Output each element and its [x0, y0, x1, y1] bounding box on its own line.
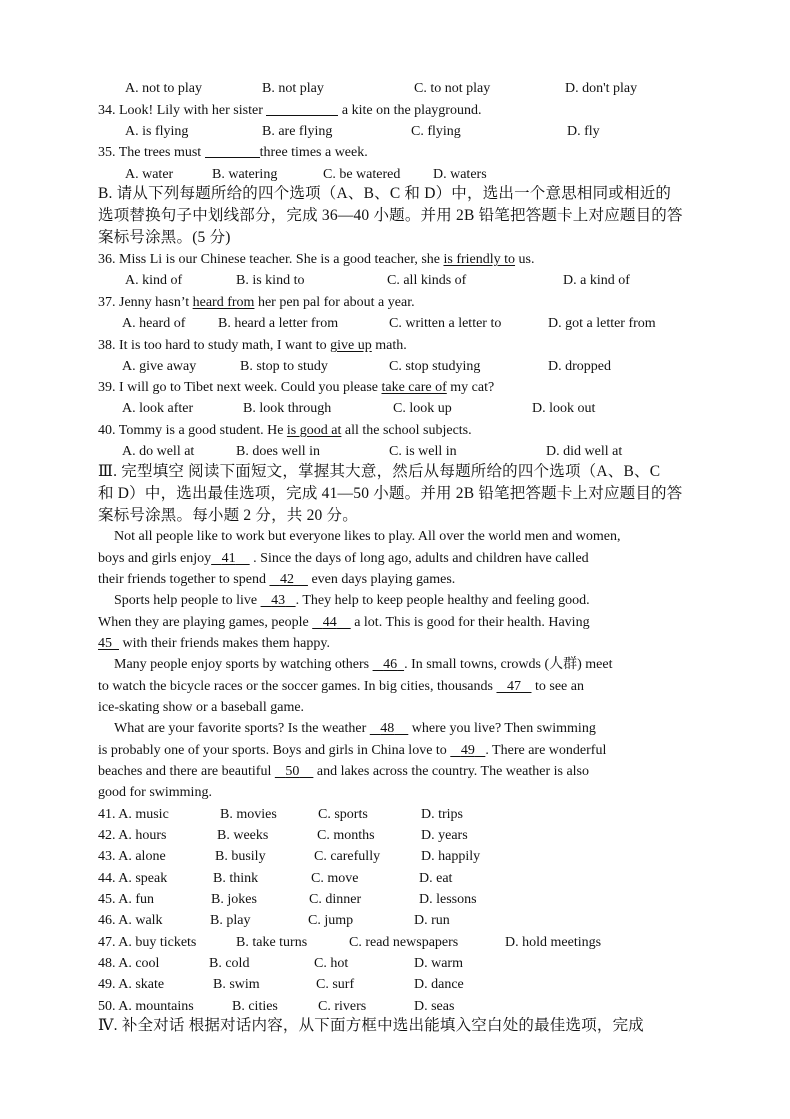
- option-a: A. look after: [122, 401, 194, 416]
- option-a: 47. A. buy tickets: [98, 935, 197, 950]
- option-c: C. be watered: [323, 167, 401, 182]
- underlined-phrase: take care of: [381, 380, 447, 395]
- option-c: C. surf: [316, 977, 355, 992]
- option-b: B. busily: [215, 849, 266, 864]
- passage-text: . They help to keep people healthy and feeling good.: [295, 593, 590, 608]
- option-c: C. jump: [308, 913, 354, 928]
- stem-text: 36. Miss Li is our Chinese teacher. She is a good teacher, she: [98, 252, 440, 267]
- passage-text: Sports help people to live: [114, 593, 258, 608]
- stem-text: 37. Jenny hasn’t: [98, 295, 190, 310]
- stem-text: her pen pal for about a year.: [257, 295, 415, 310]
- option-c: C. hot: [314, 956, 349, 971]
- q39-stem-line: [98, 378, 494, 398]
- blank-number: 47: [506, 679, 521, 694]
- stem-text: a kite on the playground.: [341, 103, 482, 118]
- option-b: B. swim: [213, 977, 260, 992]
- answer-blank: [205, 143, 260, 158]
- blank-number: 41: [221, 551, 236, 566]
- passage-text: to watch the bicycle races or the soccer games. In big cities, thousands: [98, 679, 493, 694]
- q35-stem-line: [98, 143, 368, 163]
- passage-line: ice-skating show or a baseball game.: [98, 700, 305, 715]
- passage-text: . In small towns, crowds (人群) meet: [404, 657, 613, 672]
- stem-text: three times a week.: [259, 145, 368, 160]
- blank-number: 49: [460, 743, 475, 758]
- option-c: C. all kinds of: [387, 273, 467, 288]
- passage-text: where you live? Then swimming: [411, 721, 596, 736]
- option-c: C. rivers: [318, 999, 367, 1014]
- blank-43: [261, 593, 296, 608]
- passage-line: [98, 613, 590, 633]
- option-d: D. a kind of: [563, 273, 630, 288]
- passage-text: When they are playing games, people: [98, 615, 309, 630]
- passage-line: [98, 549, 589, 569]
- stem-text: 40. Tommy is a good student. He: [98, 423, 284, 438]
- option-c: C. sports: [318, 807, 368, 822]
- option-d: D. hold meetings: [505, 935, 602, 950]
- section-b-heading: B. 请从下列每题所给的四个选项（A、B、C 和 D）中，选出一个意思相同或相近的: [98, 185, 672, 202]
- passage-text: with their friends makes them happy.: [122, 636, 330, 651]
- option-d: D. dance: [414, 977, 464, 992]
- option-a: A. heard of: [122, 316, 186, 331]
- q34-stem-line: [98, 101, 481, 121]
- passage-text: Many people enjoy sports by watching others: [114, 657, 370, 672]
- option-b: B. are flying: [262, 124, 333, 139]
- option-c: C. look up: [393, 401, 452, 416]
- section-iv-heading: Ⅳ. 补全对话 根据对话内容，从下面方框中选出能填入空白处的最佳选项，完成: [98, 1017, 645, 1034]
- passage-text: What are your favorite sports? Is the weather: [114, 721, 367, 736]
- option-a: A. water: [125, 167, 174, 182]
- option-b: B. movies: [220, 807, 277, 822]
- option-d: D. got a letter from: [548, 316, 656, 331]
- passage-line: [114, 655, 612, 675]
- option-c: C. stop studying: [389, 359, 481, 374]
- option-a: A. kind of: [125, 273, 183, 288]
- passage-text: . Since the days of long ago, adults and children have called: [253, 551, 589, 566]
- option-d: D. years: [421, 828, 468, 843]
- passage-line: [98, 762, 589, 782]
- blank-number: 43: [271, 593, 286, 608]
- option-b: B. jokes: [211, 892, 257, 907]
- section-iii-heading: Ⅲ. 完型填空 阅读下面短文，掌握其大意，然后从每题所给的四个选项（A、B、C: [98, 463, 661, 480]
- option-c: C. carefully: [314, 849, 381, 864]
- option-a: 46. A. walk: [98, 913, 163, 928]
- passage-text: beaches and there are beautiful: [98, 764, 272, 779]
- option-b: B. does well in: [236, 444, 320, 459]
- option-d: D. lessons: [419, 892, 477, 907]
- option-a: 43. A. alone: [98, 849, 166, 864]
- answer-blank: [266, 101, 338, 116]
- passage-line: Not all people like to work but everyone likes to play. All over the world men and women,: [114, 529, 621, 544]
- blank-42: [269, 572, 308, 587]
- option-b: B. cities: [232, 999, 278, 1014]
- underlined-phrase: heard from: [192, 295, 255, 310]
- option-c: C. written a letter to: [389, 316, 502, 331]
- q36-stem-line: [98, 250, 534, 270]
- option-b: B. take turns: [236, 935, 308, 950]
- blank-number: 48: [380, 721, 395, 736]
- stem-text: all the school subjects.: [344, 423, 472, 438]
- blank-41: [211, 551, 250, 566]
- option-d: D. trips: [421, 807, 463, 822]
- option-c: C. flying: [411, 124, 461, 139]
- option-a: 48. A. cool: [98, 956, 160, 971]
- option-a: A. is flying: [125, 124, 189, 139]
- option-b: B. watering: [212, 167, 278, 182]
- section-iii-heading: 案标号涂黑。每小题 2 分，共 20 分。: [98, 507, 358, 524]
- option-b: B. think: [213, 871, 259, 886]
- option-d: D. did well at: [546, 444, 623, 459]
- option-c: C. read newspapers: [349, 935, 459, 950]
- blank-number: 45: [98, 636, 112, 651]
- passage-line: [98, 677, 584, 697]
- blank-number: 50: [285, 764, 300, 779]
- option-b: B. play: [210, 913, 251, 928]
- option-d: D. look out: [532, 401, 596, 416]
- passage-line: [114, 591, 590, 611]
- option-a: A. not to play: [125, 81, 202, 96]
- option-b: B. cold: [209, 956, 250, 971]
- passage-line: [98, 634, 330, 654]
- option-c: C. dinner: [309, 892, 362, 907]
- q38-stem-line: [98, 336, 407, 356]
- option-c: C. is well in: [389, 444, 457, 459]
- passage-text: to see an: [534, 679, 584, 694]
- option-d: D. warm: [414, 956, 463, 971]
- passage-text: even days playing games.: [311, 572, 456, 587]
- passage-text: is probably one of your sports. Boys and girls in China love to: [98, 743, 447, 758]
- option-d: D. happily: [421, 849, 481, 864]
- passage-line: [98, 570, 455, 590]
- option-b: B. look through: [243, 401, 332, 416]
- option-d: D. fly: [567, 124, 600, 139]
- option-a: 49. A. skate: [98, 977, 165, 992]
- stem-text: 35. The trees must: [98, 145, 202, 160]
- passage-text: their friends together to spend: [98, 572, 266, 587]
- stem-text: my cat?: [450, 380, 495, 395]
- option-d: D. dropped: [548, 359, 611, 374]
- option-c: C. months: [317, 828, 375, 843]
- underlined-phrase: is good at: [286, 423, 342, 438]
- blank-48: [370, 721, 409, 736]
- blank-number: 42: [279, 572, 294, 587]
- q37-stem-line: [98, 293, 415, 313]
- option-a: 42. A. hours: [98, 828, 167, 843]
- option-b: B. not play: [262, 81, 324, 96]
- stem-text: math.: [375, 338, 407, 353]
- section-iii-heading: 和 D）中，选出最佳选项，完成 41—50 小题。并用 2B 铅笔把答题卡上对应题目的答: [98, 485, 683, 502]
- option-d: D. run: [414, 913, 450, 928]
- option-b: B. heard a letter from: [218, 316, 339, 331]
- blank-45: [98, 636, 119, 651]
- stem-text: 38. It is too hard to study math, I want to: [98, 338, 327, 353]
- option-b: B. weeks: [217, 828, 269, 843]
- stem-text: 34. Look! Lily with her sister: [98, 103, 263, 118]
- passage-line: [98, 741, 606, 761]
- blank-49: [450, 743, 485, 758]
- passage-text: . There are wonderful: [485, 743, 607, 758]
- option-c: C. to not play: [414, 81, 491, 96]
- q40-stem-line: [98, 421, 472, 441]
- blank-44: [312, 615, 351, 630]
- option-a: 44. A. speak: [98, 871, 168, 886]
- underlined-phrase: give up: [330, 338, 372, 353]
- stem-text: 39. I will go to Tibet next week. Could you please: [98, 380, 378, 395]
- option-d: D. eat: [419, 871, 453, 886]
- option-a: 50. A. mountains: [98, 999, 194, 1014]
- option-d: D. seas: [414, 999, 455, 1014]
- blank-number: 46: [383, 657, 398, 672]
- option-b: B. stop to study: [240, 359, 328, 374]
- passage-text: and lakes across the country. The weather is also: [316, 764, 589, 779]
- option-d: D. waters: [433, 167, 487, 182]
- blank-47: [496, 679, 531, 694]
- option-a: 41. A. music: [98, 807, 169, 822]
- option-a: 45. A. fun: [98, 892, 154, 907]
- section-b-heading: 选项替换句子中划线部分，完成 36—40 小题。并用 2B 铅笔把答题卡上对应题目的答: [98, 207, 683, 224]
- passage-line: good for swimming.: [98, 785, 212, 800]
- underlined-phrase: is friendly to: [443, 252, 516, 267]
- option-b: B. is kind to: [236, 273, 305, 288]
- passage-line: [114, 719, 596, 739]
- passage-text: boys and girls enjoy: [98, 551, 212, 566]
- blank-46: [373, 657, 405, 672]
- option-c: C. move: [311, 871, 359, 886]
- blank-50: [275, 764, 314, 779]
- option-a: A. give away: [122, 359, 197, 374]
- blank-number: 44: [322, 615, 337, 630]
- stem-text: us.: [518, 252, 535, 267]
- section-b-heading: 案标号涂黑。(5 分): [98, 229, 231, 246]
- passage-text: a lot. This is good for their health. Having: [354, 615, 590, 630]
- option-d: D. don't play: [565, 81, 638, 96]
- option-a: A. do well at: [122, 444, 195, 459]
